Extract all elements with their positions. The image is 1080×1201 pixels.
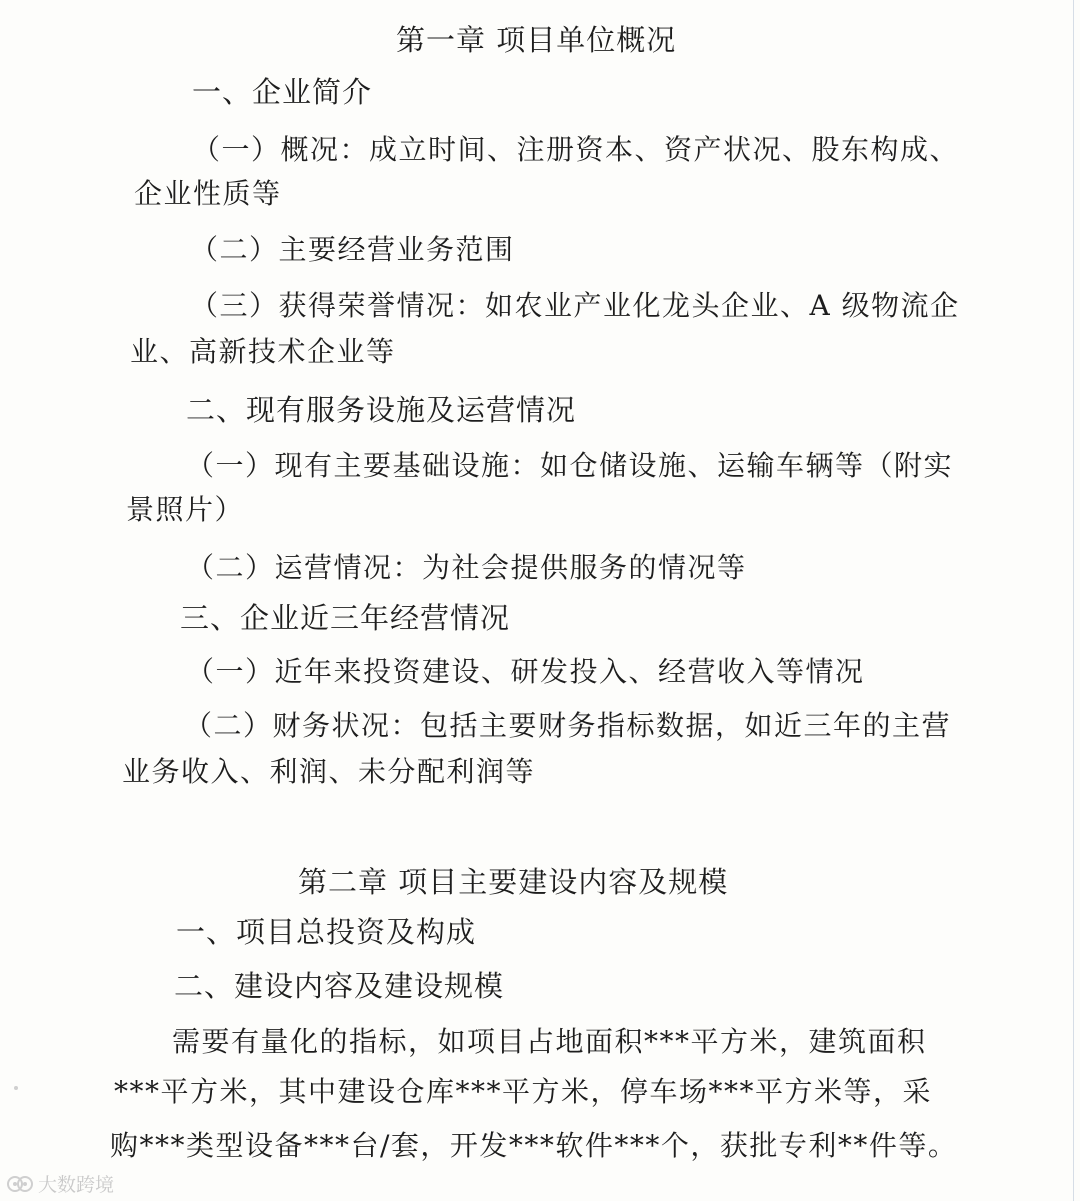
chapter-2-section-2-heading: 二、建设内容及建设规模 [174, 969, 505, 1003]
watermark-text: 大数跨境 [38, 1174, 115, 1196]
section-2-item-2: （二）运营情况：为社会提供服务的情况等 [186, 551, 747, 584]
section-1-item-3-line-2: 业、高新技术企业等 [130, 335, 396, 368]
section-3-heading: 三、企业近三年经营情况 [180, 601, 511, 635]
chapter-2-paragraph-line-3: 购***类型设备***台/套，开发***软件***个，获批专利**件等。 [110, 1129, 958, 1162]
chapter-2-paragraph-line-1: 需要有量化的指标，如项目占地面积***平方米，建筑面积 [172, 1025, 927, 1058]
watermark-logo-icon [6, 1173, 34, 1195]
section-1-item-3-line-1: （三）获得荣誉情况：如农业产业化龙头企业、A 级物流企 [190, 289, 960, 322]
section-2-item-1-line-2: 景照片） [126, 493, 245, 526]
section-2-heading: 二、现有服务设施及运营情况 [186, 393, 577, 427]
scan-edge-divider [1073, 0, 1074, 1201]
section-3-item-1: （一）近年来投资建设、研发投入、经营收入等情况 [186, 655, 865, 688]
section-1-heading: 一、企业简介 [192, 75, 373, 109]
section-3-item-2-line-2: 业务收入、利润、未分配利润等 [122, 755, 536, 788]
section-1-item-2: （二）主要经营业务范围 [190, 233, 515, 266]
chapter-2-section-1-heading: 一、项目总投资及构成 [176, 915, 477, 949]
chapter-1-title: 第一章 项目单位概况 [396, 23, 677, 57]
chapter-2-paragraph-line-2: ***平方米，其中建设仓库***平方米，停车场***平方米等，采 [114, 1075, 933, 1108]
watermark [6, 1170, 114, 1197]
section-3-item-2-line-1: （二）财务状况：包括主要财务指标数据，如近三年的主营 [184, 709, 952, 742]
section-2-item-1-line-1: （一）现有主要基础设施：如仓储设施、运输车辆等（附实 [186, 449, 954, 482]
section-1-item-1-line-1: （一）概况：成立时间、注册资本、资产状况、股东构成、 [192, 133, 960, 166]
section-1-item-1-line-2: 企业性质等 [134, 177, 282, 210]
chapter-2-title: 第二章 项目主要建设内容及规模 [298, 865, 729, 899]
scan-speck [14, 1086, 18, 1090]
